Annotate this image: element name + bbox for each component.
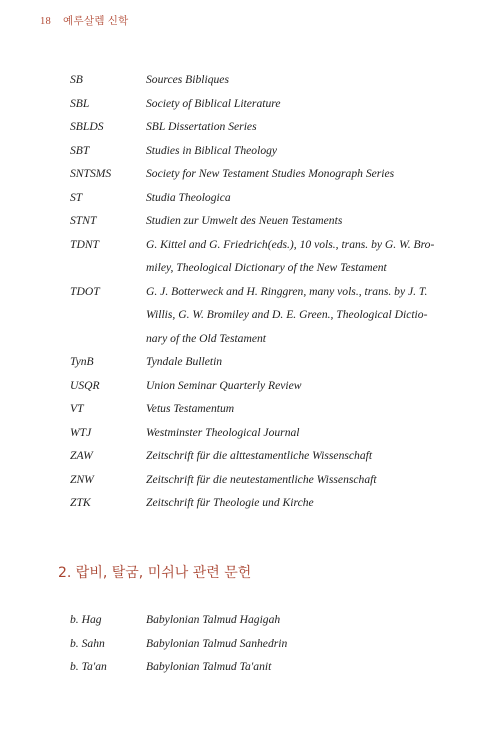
definition-line: Babylonian Talmud Ta'anit: [146, 660, 272, 673]
definition-line: Studia Theologica: [146, 190, 231, 204]
abbreviation-term: b. Sahn: [70, 636, 105, 650]
abbreviation-definition: [146, 632, 442, 656]
abbreviation-definition: [146, 92, 442, 116]
abbreviation-entry: [70, 655, 442, 679]
abbreviation-entry: [70, 92, 442, 116]
abbreviation-entry: [70, 162, 442, 186]
abbreviation-definition: [146, 115, 442, 139]
abbreviation-term: ZAW: [70, 449, 93, 462]
definition-line: Westminster Theological Journal: [146, 425, 300, 439]
definition-line: nary of the Old Testament: [146, 331, 267, 345]
abbreviation-term: SNTSMS: [70, 167, 112, 180]
definition-line: Studien zur Umwelt des Neuen Testaments: [146, 214, 343, 227]
definition-line: Society for New Testament Studies Monograph Series: [146, 167, 395, 180]
definition-line: G. J. Botterweck and H. Ringgren, many vols., trans. by J. T.: [146, 284, 428, 298]
abbreviation-term: SBLDS: [70, 120, 104, 133]
abbreviation-entry: [70, 397, 442, 421]
abbreviation-entry: [70, 421, 442, 445]
abbreviation-definition: [146, 209, 442, 233]
abbreviation-term: TynB: [70, 355, 94, 368]
abbreviation-definition: [146, 186, 442, 210]
abbreviation-definition: [146, 655, 442, 679]
abbreviation-term: b. Hag: [70, 613, 102, 626]
talmud-abbreviation-list: [70, 608, 442, 679]
abbreviation-entry: [70, 374, 442, 398]
abbreviation-entry: [70, 115, 442, 139]
running-head: [40, 13, 129, 28]
abbreviation-definition: [146, 68, 442, 92]
definition-line: Vetus Testamentum: [146, 402, 235, 415]
abbreviation-entry: [70, 608, 442, 632]
abbreviation-entry: [70, 468, 442, 492]
definition-line: Zeitschrift für die neutestamentliche Wissenschaft: [146, 472, 377, 486]
abbreviation-term: SBL: [70, 96, 90, 110]
definition-line: Babylonian Talmud Hagigah: [146, 613, 281, 626]
abbreviation-definition: [146, 468, 442, 492]
abbreviation-term: TDOT: [70, 284, 100, 298]
definition-line: G. Kittel and G. Friedrich(eds.), 10 vols., trans. by G. W. Bro-: [146, 237, 435, 251]
definition-line: Zeitschrift für Theologie und Kirche: [146, 496, 314, 509]
abbreviation-term: ST: [70, 190, 83, 204]
abbreviation-entry: [70, 139, 442, 163]
abbreviation-definition: [146, 444, 442, 468]
abbreviation-definition: [146, 491, 442, 515]
definition-line: Tyndale Bulletin: [146, 355, 223, 368]
abbreviation-entry: [70, 350, 442, 374]
definition-line: Babylonian Talmud Sanhedrin: [146, 636, 288, 650]
abbreviation-definition: [146, 280, 442, 351]
abbreviation-term: b. Ta'an: [70, 660, 107, 673]
abbreviation-term: USQR: [70, 378, 100, 392]
abbreviation-entry: [70, 280, 442, 351]
abbreviation-definition: [146, 233, 442, 280]
abbreviation-entry: [70, 444, 442, 468]
abbreviation-term: TDNT: [70, 237, 100, 251]
page-number: 18: [40, 16, 52, 27]
abbreviation-list: [70, 68, 442, 515]
abbreviation-entry: [70, 68, 442, 92]
abbreviation-definition: [146, 397, 442, 421]
abbreviation-definition: [146, 374, 442, 398]
abbreviation-term: ZNW: [70, 472, 94, 486]
book-title: 예루살렘 신학: [63, 16, 129, 27]
abbreviation-term: SB: [70, 73, 83, 86]
section-heading: 2. 랍비, 탈굼, 미쉬나 관련 문헌: [58, 565, 252, 581]
definition-line: Zeitschrift für die alttestamentliche Wissenschaft: [146, 449, 373, 462]
abbreviation-entry: [70, 632, 442, 656]
definition-line: Union Seminar Quarterly Review: [146, 378, 302, 392]
definition-line: Studies in Biblical Theology: [146, 143, 278, 157]
definition-line: Willis, G. W. Bromiley and D. E. Green., Theological Dictio-: [146, 308, 428, 321]
abbreviation-term: WTJ: [70, 425, 92, 439]
abbreviation-definition: [146, 139, 442, 163]
abbreviation-term: SBT: [70, 143, 90, 157]
definition-line: miley, Theological Dictionary of the New Testament: [146, 261, 387, 274]
abbreviation-definition: [146, 350, 442, 374]
abbreviation-definition: [146, 421, 442, 445]
abbreviation-definition: [146, 608, 442, 632]
abbreviation-term: ZTK: [70, 496, 91, 509]
definition-line: Society of Biblical Literature: [146, 96, 281, 110]
abbreviation-term: STNT: [70, 214, 97, 227]
abbreviation-entry: [70, 491, 442, 515]
definition-line: Sources Bibliques: [146, 73, 229, 86]
abbreviation-definition: [146, 162, 442, 186]
abbreviation-entry: [70, 209, 442, 233]
definition-line: SBL Dissertation Series: [146, 120, 257, 133]
abbreviation-entry: [70, 186, 442, 210]
abbreviation-entry: [70, 233, 442, 280]
abbreviation-term: VT: [70, 402, 84, 415]
